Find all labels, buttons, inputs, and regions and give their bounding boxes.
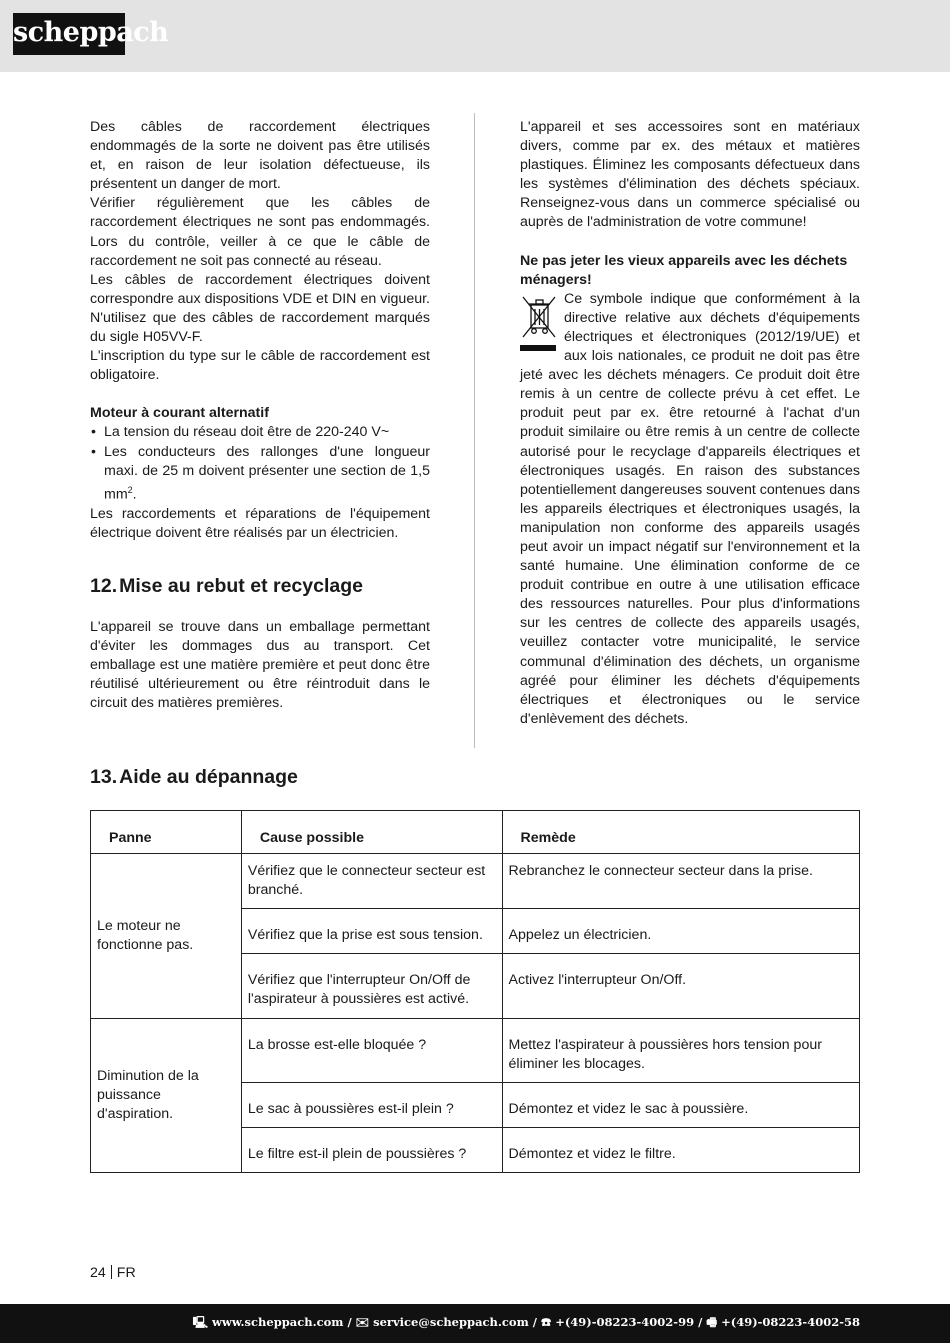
header-cell-panne: Panne (91, 811, 242, 854)
table-row (91, 854, 860, 909)
remede-cell: Rebranchez le connecteur secteur dans la prise. (502, 854, 859, 909)
paragraph: Des câbles de raccordement électriques endommagés de la sorte ne doivent pas être utilisés et, en raison de leur isolation défectueuse, ils présentent un danger de mort. (90, 119, 430, 193)
paragraph: L'appareil se trouve dans un emballage permettant d'éviter les dommages dus au transport. Cet emballage est une matière première et peut donc être réutilisé ultérieurement ou être réintroduit dans le circuit des matières premières. (90, 619, 430, 712)
list-item: • Les conducteurs des rallonges d'une longueur maxi. de 25 m doivent présenter une section de 1,5 $mm^2$. (90, 443, 430, 505)
cause-cell: Le filtre est-il plein de poussières ? (241, 1127, 502, 1172)
column-divider (474, 113, 475, 748)
page-number-value: 24 (90, 1265, 106, 1281)
paragraph: Les câbles de raccordement électriques doivent correspondre aux dispositions VDE et DIN en vigueur. N'utilisez que des câbles de raccordement marqués du sigle H05VV-F. (90, 271, 430, 346)
cause-cell: Vérifiez que le connecteur secteur est branché. (241, 854, 502, 909)
table-row (91, 1018, 860, 1082)
left-column (90, 118, 430, 543)
right-column (520, 118, 860, 729)
crossed-out-wheelie-bin-icon (520, 293, 558, 353)
remede-cell: Mettez l'aspirateur à poussières hors tension pour éliminer les blocages. (502, 1018, 859, 1082)
scheppach-logo: scheppach (13, 13, 125, 55)
section-12-body (90, 618, 430, 713)
remede-cell: Activez l'interrupteur On/Off. (502, 954, 859, 1018)
contact-info: 🖳 www.scheppach.com / ✉ service@scheppach.com / ☎ +(49)-08223-4002-99 / 🖷 +(49)-08223-4002-58 (192, 1315, 860, 1329)
weee-heading: Ne pas jeter les vieux appareils avec les déchets ménagers! (520, 252, 848, 288)
list-item: • La tension du réseau doit être de 220-240 V~ (90, 423, 430, 442)
paragraph: L'appareil et ses accessoires sont en matériaux divers, comme par ex. des métaux et matières plastiques. Éliminez les composants défectueux dans les systèmes d'élimination des déchets spéciaux. Renseignez-vous dans un commerce spécialisé ou auprès de l'administration de votre commune! (520, 119, 860, 231)
paragraph: Vérifier régulièrement que les câbles de raccordement électriques ne sont pas endommagés. Lors du contrôle, veiller à ce que le câble de raccordement ne soit pas connecté au réseau. (90, 195, 430, 269)
table-header-row (91, 811, 860, 854)
page-number (90, 1265, 136, 1281)
header-cell-cause: Cause possible (241, 811, 502, 854)
header-cell-remede: Remède (502, 811, 859, 854)
cause-cell: Vérifiez que l'interrupteur On/Off de l'aspirateur à poussières est activé. (241, 954, 502, 1018)
panne-cell: Le moteur ne fonctionne pas. (91, 854, 242, 1018)
paragraph: Ce symbole indique que conformément à la directive relative aux déchets d'équipements électriques et électroniques (2012/19/UE) et aux lois nationales, ce produit ne doit pas être jeté avec les déchets ménagers. Ce produit doit être remis à un centre de collecte prévu à cet effet. Le produit peut par ex. être retourné à l'achat d'un produit similaire ou être remis à un centre de collecte autorisé pour le recyclage d'appareils électriques et électroniques usagés. En raison des substances potentiellement dangereuses souvent contenues dans les appareils électriques et électroniques usagés, la manipulation non conforme des appareils usagés peut avoir un impact négatif sur l'environnement et la santé humaine. Une élimination conforme de ce produit contribue en outre à une utilisation efficace des ressources naturelles. Pour plus d'informations sur les centres de collecte des appareils usagés, veuillez contacter votre municipalité, le service communal d'élimination des déchets, un organisme agréé pour éliminer les déchets d'équipements électriques et électroniques ou le service d'enlèvement des déchets. (520, 290, 860, 727)
paragraph: Les raccordements et réparations de l'équipement électrique doivent être réalisés par un électricien. (90, 505, 430, 541)
cause-cell: Le sac à poussières est-il plein ? (241, 1082, 502, 1127)
panne-cell: Diminution de la puissance d'aspiration. (91, 1018, 242, 1172)
remede-cell: Appelez un électricien. (502, 909, 859, 954)
cause-cell: La brosse est-elle bloquée ? (241, 1018, 502, 1082)
remede-cell: Démontez et videz le filtre. (502, 1127, 859, 1172)
section-12-heading: 12. Mise au rebut et recyclage (90, 575, 363, 597)
remede-cell: Démontez et videz le sac à poussière. (502, 1082, 859, 1127)
page-footer (0, 1304, 950, 1343)
page-language: FR (116, 1265, 136, 1281)
troubleshooting-table (90, 810, 860, 1173)
page-header (0, 0, 950, 72)
cause-cell: Vérifiez que la prise est sous tension. (241, 909, 502, 954)
motor-heading: Moteur à courant alternatif (90, 405, 269, 422)
section-13-heading: 13. Aide au dépannage (90, 766, 298, 788)
paragraph: L'inscription du type sur le câble de raccordement est obligatoire. (90, 348, 430, 384)
motor-bullet-list (90, 423, 430, 504)
